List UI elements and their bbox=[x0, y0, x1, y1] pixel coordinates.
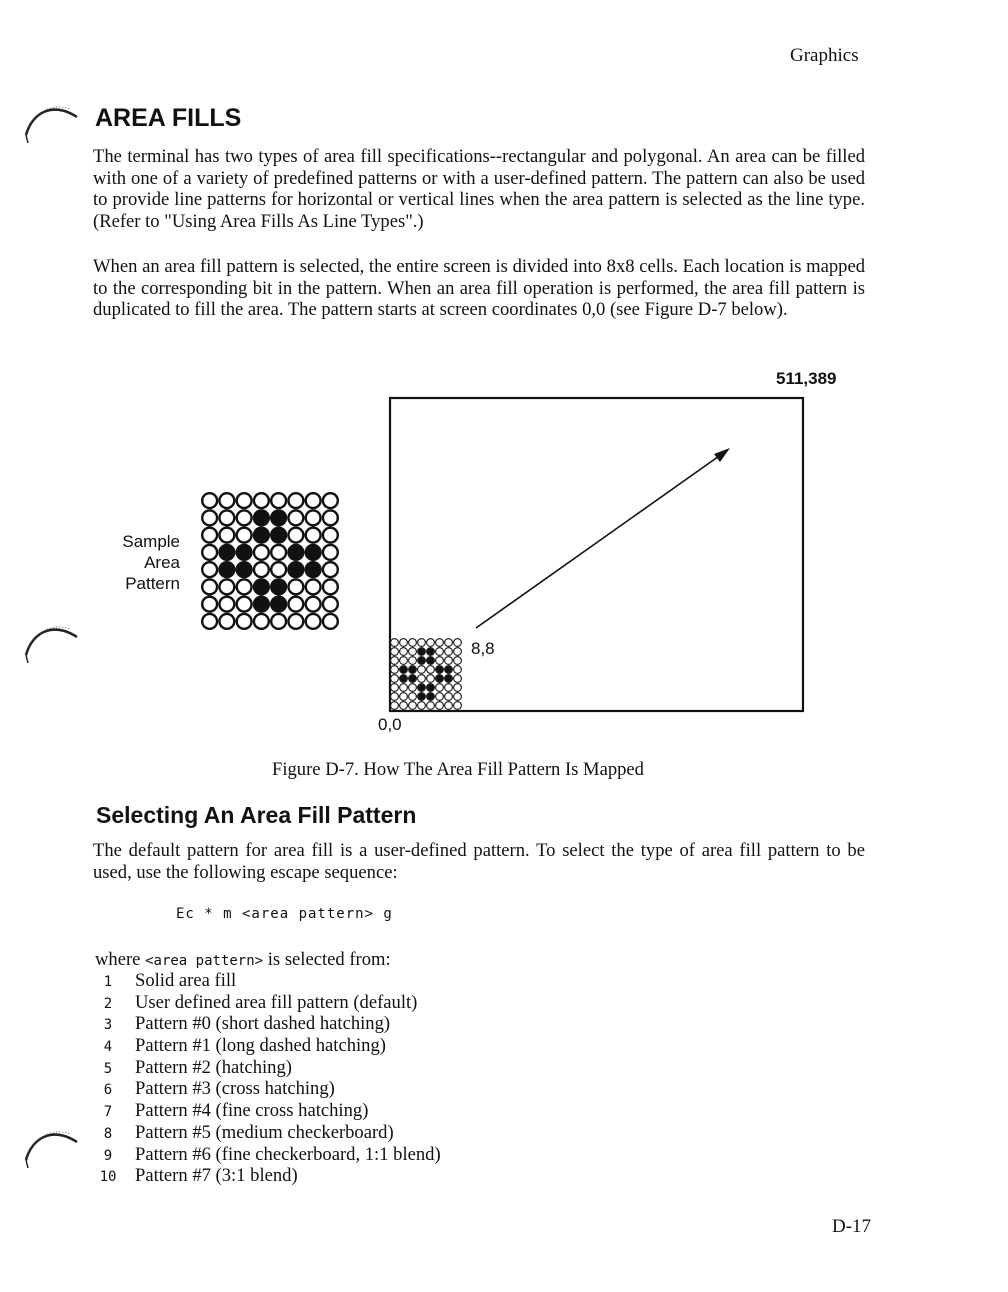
pattern-bit-off bbox=[219, 597, 234, 612]
pattern-bit-off bbox=[391, 684, 399, 692]
sample-area-label: Sample Area Pattern bbox=[122, 532, 180, 593]
pattern-bit-off bbox=[436, 639, 444, 647]
pattern-bit-off bbox=[237, 579, 252, 594]
pattern-bit-on bbox=[254, 597, 269, 612]
pattern-bit-off bbox=[436, 648, 444, 656]
pattern-bit-off bbox=[454, 702, 462, 710]
pattern-bit-on bbox=[288, 562, 303, 577]
pattern-bit-off bbox=[445, 648, 453, 656]
pattern-bit-off bbox=[219, 614, 234, 629]
pattern-bit-off bbox=[237, 597, 252, 612]
pattern-bit-on bbox=[237, 562, 252, 577]
origin-cell-pattern bbox=[390, 638, 462, 710]
origin-label: 0,0 bbox=[378, 715, 402, 734]
list-item: 2 User defined area fill pattern (default) bbox=[103, 991, 418, 1013]
where-param: <area pattern> bbox=[145, 953, 264, 969]
corner-coordinate-label: 511,389 bbox=[776, 369, 837, 388]
pattern-bit-off bbox=[219, 528, 234, 543]
pattern-bit-off bbox=[323, 545, 338, 560]
pattern-bit-off bbox=[271, 545, 286, 560]
pattern-bit-off bbox=[436, 657, 444, 665]
pattern-bit-off bbox=[288, 510, 303, 525]
pattern-bit-on bbox=[271, 597, 286, 612]
pattern-bit-off bbox=[391, 702, 399, 710]
pattern-bit-off bbox=[454, 684, 462, 692]
pattern-bit-off bbox=[454, 648, 462, 656]
list-item: 7 Pattern #4 (fine cross hatching) bbox=[103, 1100, 369, 1122]
pattern-bit-on bbox=[418, 684, 426, 692]
pattern-bit-off bbox=[454, 666, 462, 674]
pattern-bit-on bbox=[427, 648, 435, 656]
pattern-bit-off bbox=[202, 579, 217, 594]
pattern-bit-on bbox=[436, 675, 444, 683]
sample-area-pattern bbox=[201, 492, 341, 632]
pattern-bit-on bbox=[254, 510, 269, 525]
pattern-bit-off bbox=[436, 684, 444, 692]
pattern-bit-off bbox=[454, 693, 462, 701]
where-line: where <area pattern> is selected from: bbox=[95, 949, 391, 970]
pattern-bit-off bbox=[254, 562, 269, 577]
mapping-arrow bbox=[476, 454, 722, 628]
pattern-bit-off bbox=[436, 702, 444, 710]
pattern-bit-on bbox=[219, 545, 234, 560]
pattern-bit-on bbox=[445, 675, 453, 683]
list-item: 8 Pattern #5 (medium checkerboard) bbox=[103, 1121, 394, 1143]
pattern-bit-off bbox=[418, 675, 426, 683]
pattern-bit-off bbox=[427, 666, 435, 674]
pattern-bit-off bbox=[418, 666, 426, 674]
pattern-bit-on bbox=[237, 545, 252, 560]
pattern-bit-off bbox=[254, 545, 269, 560]
default-pattern-paragraph: The default pattern for area fill is a user-defined pattern. To select the type of area fill pattern to be used, use the following escape sequence: bbox=[93, 840, 865, 883]
pattern-bit-off bbox=[271, 493, 286, 508]
arrowhead-icon bbox=[714, 448, 730, 462]
pattern-bit-off bbox=[202, 545, 217, 560]
pattern-bit-on bbox=[409, 675, 417, 683]
pattern-bit-off bbox=[202, 562, 217, 577]
pattern-bit-off bbox=[306, 597, 321, 612]
pattern-bit-off bbox=[427, 639, 435, 647]
pattern-bit-off bbox=[409, 657, 417, 665]
pattern-bit-off bbox=[323, 528, 338, 543]
pattern-bit-on bbox=[254, 579, 269, 594]
pattern-bit-off bbox=[202, 597, 217, 612]
pattern-bit-off bbox=[400, 702, 408, 710]
list-item: 3 Pattern #0 (short dashed hatching) bbox=[103, 1013, 391, 1035]
pattern-bit-off bbox=[391, 666, 399, 674]
list-item: 5 Pattern #2 (hatching) bbox=[103, 1056, 292, 1078]
pattern-options-list bbox=[93, 970, 593, 1187]
pattern-bit-off bbox=[219, 493, 234, 508]
pattern-bit-off bbox=[409, 693, 417, 701]
pattern-bit-on bbox=[418, 657, 426, 665]
pattern-bit-on bbox=[409, 666, 417, 674]
page-number: D-17 bbox=[832, 1216, 872, 1237]
escape-sequence: Ec * m <area pattern> g bbox=[176, 906, 393, 922]
cell-corner-label: 8,8 bbox=[471, 639, 495, 658]
pattern-bit-off bbox=[445, 702, 453, 710]
pattern-bit-on bbox=[271, 510, 286, 525]
pattern-bit-off bbox=[391, 693, 399, 701]
binder-mark-icon bbox=[22, 1120, 82, 1180]
pattern-bit-off bbox=[202, 510, 217, 525]
pattern-bit-off bbox=[219, 579, 234, 594]
pattern-bit-off bbox=[288, 493, 303, 508]
pattern-bit-off bbox=[323, 562, 338, 577]
pattern-bit-off bbox=[202, 614, 217, 629]
subsection-title: Selecting An Area Fill Pattern bbox=[96, 802, 417, 828]
list-item: 1 Solid area fill bbox=[103, 970, 237, 991]
pattern-bit-on bbox=[436, 666, 444, 674]
pattern-bit-on bbox=[288, 545, 303, 560]
pattern-bit-off bbox=[391, 675, 399, 683]
pattern-bit-off bbox=[237, 493, 252, 508]
pattern-bit-off bbox=[254, 614, 269, 629]
pattern-bit-off bbox=[219, 510, 234, 525]
pattern-bit-off bbox=[288, 614, 303, 629]
pattern-bit-on bbox=[400, 666, 408, 674]
pattern-bit-off bbox=[306, 614, 321, 629]
pattern-bit-off bbox=[323, 614, 338, 629]
pattern-bit-off bbox=[323, 493, 338, 508]
pattern-bit-off bbox=[254, 493, 269, 508]
pattern-bit-off bbox=[400, 693, 408, 701]
pattern-bit-off bbox=[288, 579, 303, 594]
pattern-bit-off bbox=[427, 702, 435, 710]
pattern-bit-off bbox=[436, 693, 444, 701]
list-item: 10 Pattern #7 (3:1 blend) bbox=[99, 1165, 298, 1187]
pattern-bit-on bbox=[306, 545, 321, 560]
pattern-bit-off bbox=[409, 684, 417, 692]
pattern-bit-off bbox=[271, 614, 286, 629]
pattern-bit-on bbox=[427, 684, 435, 692]
pattern-bit-off bbox=[288, 528, 303, 543]
pattern-bit-off bbox=[202, 528, 217, 543]
pattern-bit-off bbox=[323, 597, 338, 612]
pattern-bit-off bbox=[323, 510, 338, 525]
pattern-bit-off bbox=[202, 493, 217, 508]
pattern-bit-off bbox=[391, 657, 399, 665]
pattern-bit-off bbox=[400, 684, 408, 692]
pattern-bit-off bbox=[237, 614, 252, 629]
pattern-bit-on bbox=[219, 562, 234, 577]
pattern-bit-off bbox=[400, 657, 408, 665]
pattern-bit-off bbox=[454, 657, 462, 665]
pattern-bit-off bbox=[237, 510, 252, 525]
pattern-bit-on bbox=[418, 648, 426, 656]
pattern-bit-off bbox=[400, 639, 408, 647]
figure-caption: Figure D-7. How The Area Fill Pattern Is Mapped bbox=[272, 759, 644, 780]
section-title: AREA FILLS bbox=[95, 104, 242, 132]
pattern-bit-off bbox=[306, 579, 321, 594]
pattern-bit-on bbox=[418, 693, 426, 701]
pattern-bit-on bbox=[427, 693, 435, 701]
binder-mark-icon bbox=[22, 615, 82, 675]
pattern-bit-off bbox=[409, 639, 417, 647]
pattern-bit-off bbox=[237, 528, 252, 543]
pattern-bit-off bbox=[445, 639, 453, 647]
mapping-paragraph: When an area fill pattern is selected, the entire screen is divided into 8x8 cells. Each location is mapped to the corresponding bit in the pattern. When an area fill operation is performed, the area fill pattern is duplicated to fill the area. The pattern starts at screen coordinates 0,0 (see Figure D-7 below). bbox=[93, 256, 865, 320]
pattern-bit-off bbox=[409, 648, 417, 656]
pattern-bit-off bbox=[400, 648, 408, 656]
pattern-bit-off bbox=[445, 684, 453, 692]
pattern-bit-off bbox=[323, 579, 338, 594]
pattern-bit-off bbox=[445, 693, 453, 701]
pattern-bit-off bbox=[454, 639, 462, 647]
pattern-bit-on bbox=[271, 528, 286, 543]
list-item: 9 Pattern #6 (fine checkerboard, 1:1 blend) bbox=[103, 1143, 441, 1165]
pattern-bit-off bbox=[445, 657, 453, 665]
pattern-bit-off bbox=[427, 675, 435, 683]
pattern-bit-off bbox=[391, 648, 399, 656]
pattern-bit-on bbox=[254, 528, 269, 543]
pattern-bit-off bbox=[391, 639, 399, 647]
pattern-bit-on bbox=[427, 657, 435, 665]
pattern-bit-off bbox=[306, 528, 321, 543]
pattern-bit-off bbox=[409, 702, 417, 710]
pattern-bit-off bbox=[418, 702, 426, 710]
running-head: Graphics bbox=[790, 45, 859, 66]
intro-paragraph: The terminal has two types of area fill specifications--rectangular and polygonal. An area can be filled with one of a variety of predefined patterns or with a user-defined pattern. The pattern can also be used to provide line patterns for horizontal or vertical lines when the area pattern is selected as the line type. (Refer to "Using Area Fills As Line Types".) bbox=[93, 146, 865, 232]
pattern-bit-on bbox=[400, 675, 408, 683]
pattern-bit-on bbox=[445, 666, 453, 674]
pattern-bit-off bbox=[454, 675, 462, 683]
list-item: 4 Pattern #1 (long dashed hatching) bbox=[103, 1035, 386, 1057]
pattern-bit-on bbox=[271, 579, 286, 594]
list-item: 6 Pattern #3 (cross hatching) bbox=[103, 1078, 335, 1100]
pattern-bit-off bbox=[306, 493, 321, 508]
pattern-bit-off bbox=[271, 562, 286, 577]
pattern-bit-off bbox=[306, 510, 321, 525]
pattern-bit-off bbox=[288, 597, 303, 612]
pattern-bit-on bbox=[306, 562, 321, 577]
binder-mark-icon bbox=[22, 95, 82, 155]
pattern-bit-off bbox=[418, 639, 426, 647]
